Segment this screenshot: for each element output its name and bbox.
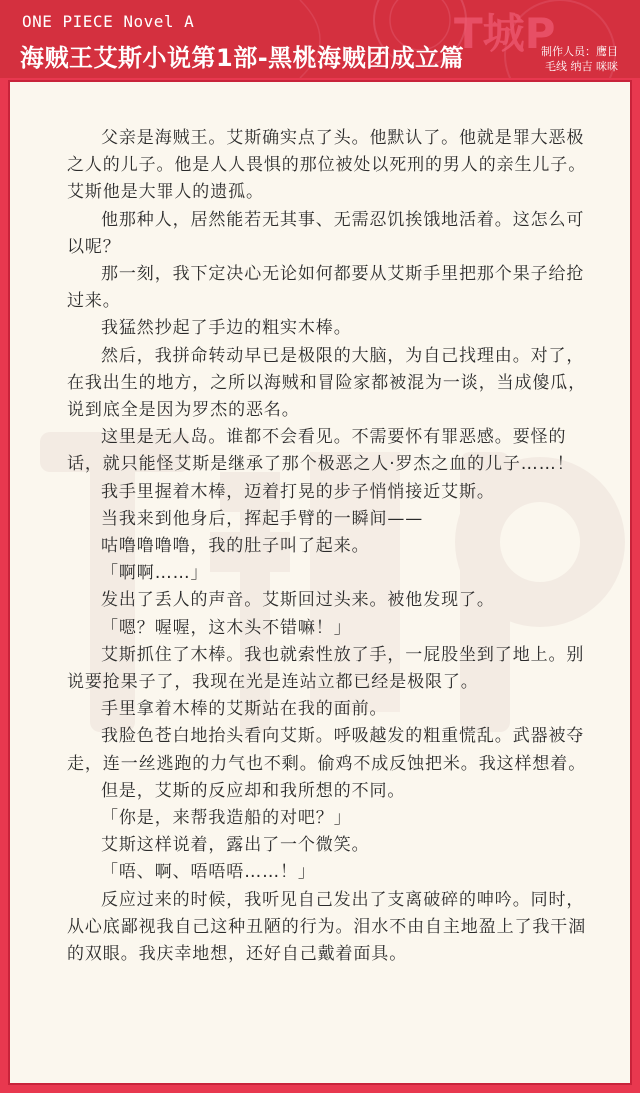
paragraph: 我脸色苍白地抬头看向艾斯。呼吸越发的粗重慌乱。武器被夺走，连一丝逃跑的力气也不剩。偷鸡不成反蚀把米。我这样想着。 <box>67 726 587 774</box>
paragraph: 手里拿着木棒的艾斯站在我的面前。 <box>101 699 388 720</box>
credits <box>541 44 618 74</box>
page-title: 海贼王艾斯小说第1部-黑桃海贼团成立篇 <box>20 44 465 72</box>
paragraph: 他那种人，居然能若无其事、无需忍饥挨饿地活着。这怎么可以呢？ <box>67 209 585 257</box>
article-body <box>67 125 595 968</box>
paragraph: 艾斯抓住了木棒。我也就索性放了手，一屁股坐到了地上。别说要抢果子了，我现在光是连站立都已经是极限了。 <box>67 644 585 693</box>
paragraph: 这里是无人岛。谁都不会看见。不需要怀有罪恶感。要怪的话，就只能怪艾斯是继承了那个极恶之人·罗杰之血的儿子……！ <box>67 427 575 475</box>
credits-line-2: 毛线 纳吉 咪咪 <box>545 60 618 73</box>
paragraph: 当我来到他身后，挥起手臂的一瞬间—— <box>101 508 424 529</box>
paragraph: 反应过来的时候，我听见自己发出了支离破碎的呻吟。同时，从心底鄙视我自己这种丑陋的行为。泪水不由自主地盈上了我干涸的双眼。我庆幸地想，还好自己戴着面具。 <box>67 889 587 965</box>
paragraph: 我猛然抄起了手边的粗实木棒。 <box>101 318 352 339</box>
paragraph: 咕噜噜噜噜，我的肚子叫了起来。 <box>101 536 370 557</box>
paragraph: 「啊啊……」 <box>101 563 209 584</box>
paragraph: 那一刻，我下定决心无论如何都要从艾斯手里把那个果子给抢过来。 <box>67 264 585 312</box>
paragraph: 发出了丢人的声音。艾斯回过头来。被他发现了。 <box>101 590 495 611</box>
paragraph: 「嗯？喔喔，这木头不错嘛！」 <box>101 617 352 638</box>
paragraph: 艾斯这样说着，露出了一个微笑。 <box>101 835 370 856</box>
paragraph: 我手里握着木棒，迈着打晃的步子悄悄接近艾斯。 <box>101 481 495 502</box>
paragraph: 「唔、啊、唔唔唔……！」 <box>101 862 316 883</box>
series-label: ONE PIECE Novel A <box>22 12 195 31</box>
svg-text:T城P: T城P <box>454 9 556 58</box>
header-banner <box>0 0 640 78</box>
article-page <box>8 80 632 1085</box>
paragraph: 父亲是海贼王。艾斯确实点了头。他默认了。他就是罪大恶极之人的儿子。他是人人畏惧的那位被处以死刑的男人的亲生儿子。艾斯他是大罪人的遗孤。 <box>67 128 587 203</box>
credits-line-1: 制作人员：鹰目 <box>541 45 618 58</box>
paragraph: 然后，我拼命转动早已是极限的大脑，为自己找理由。对了，在我出生的地方，之所以海贼和冒险家都被混为一谈，当成傻瓜，说到底全是因为罗杰的恶名。 <box>67 345 587 421</box>
paragraph: 「你是，来帮我造船的对吧？」 <box>101 808 352 829</box>
paragraph: 但是，艾斯的反应却和我所想的不同。 <box>101 780 406 801</box>
